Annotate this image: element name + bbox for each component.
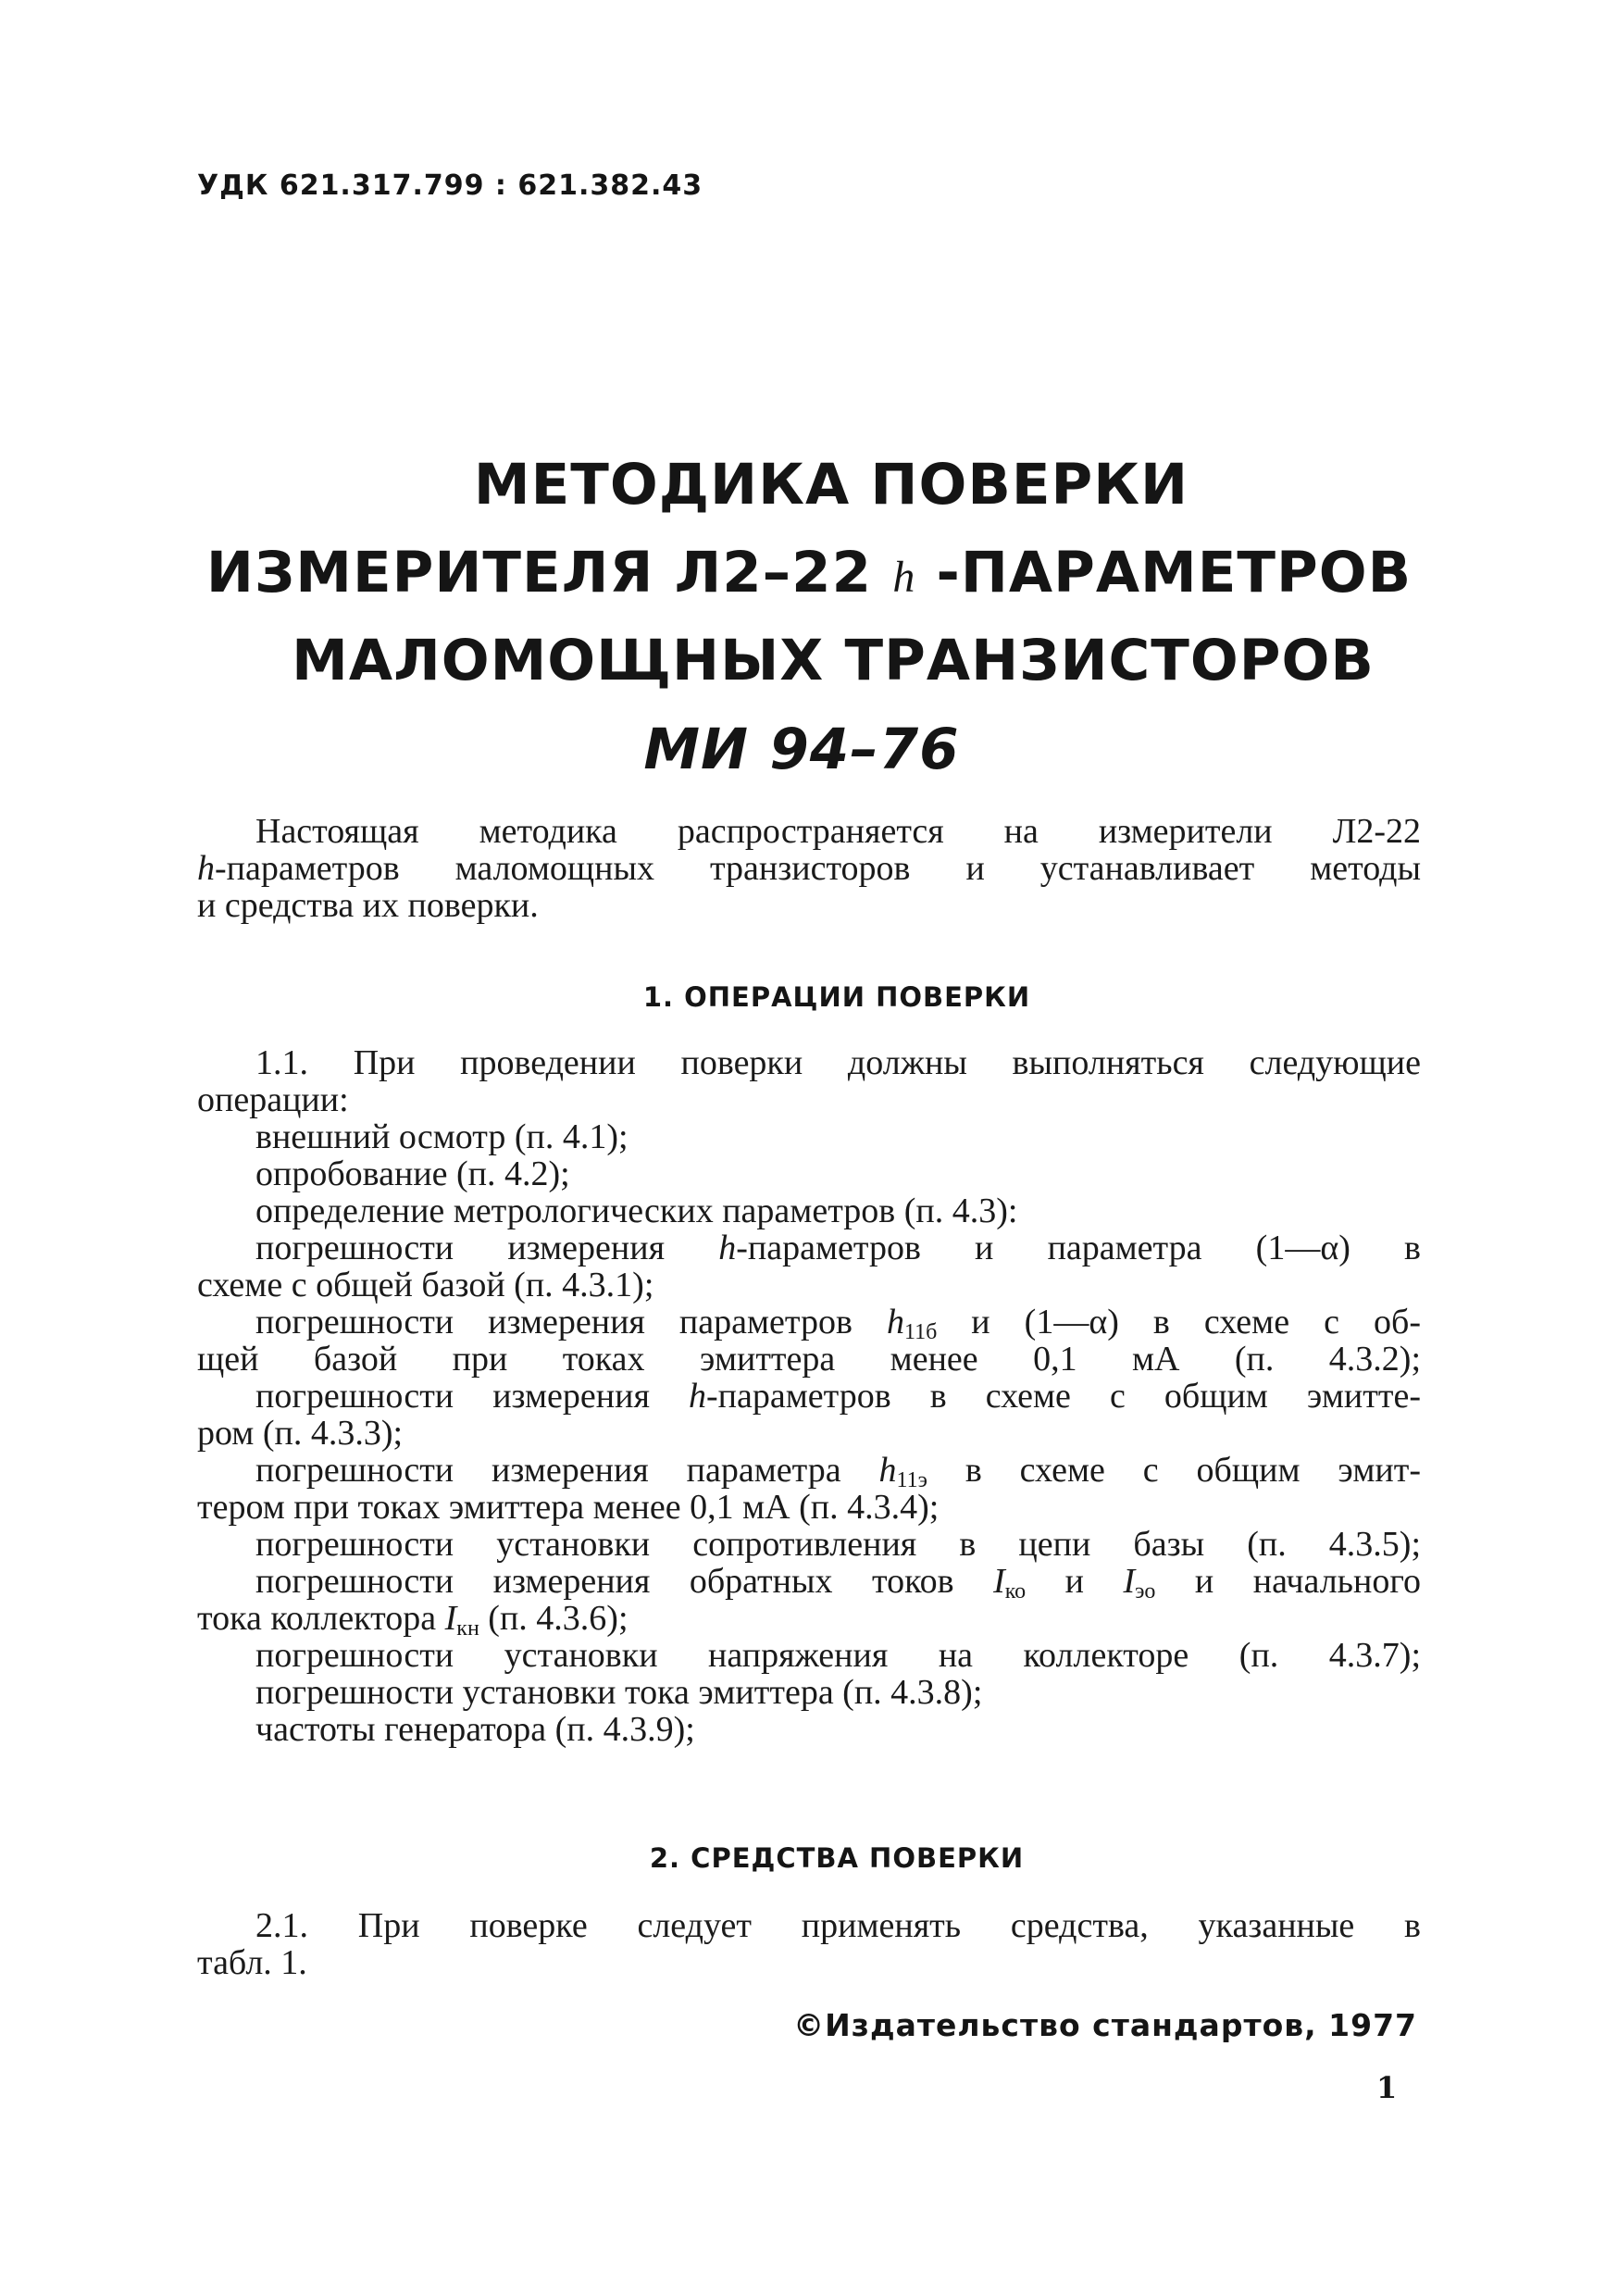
subscript: эо [1135,1579,1156,1603]
s2-line-1: 2.1. При поверке следует применять средства, указанные в [255,1906,1421,1945]
title-line-2 [0,540,1618,605]
ops-text: -параметров и параметра (1—α) в [736,1229,1421,1267]
ops-line: 1.1. При проведении поверки должны выполняться следующие [255,1043,1421,1082]
operations-list [197,1044,1421,1748]
ops-line [197,1378,1421,1415]
h-symbol: h [878,1451,897,1490]
title-line-3: МАЛОМОЩНЫХ ТРАНЗИСТОРОВ [292,628,1375,693]
ops-text: в схеме с общим эмит- [927,1451,1422,1490]
ops-line: внешний осмотр (п. 4.1); [255,1117,629,1156]
ops-line: тером при токах эмиттера менее 0,1 мА (п. 4.3.4); [197,1488,940,1527]
ops-line: операции: [197,1080,349,1119]
ops-line [197,1451,1422,1492]
publisher-copyright: ©Издательство стандартов, 1977 [793,2007,1417,2043]
ops-line: частоты генератора (п. 4.3.9); [255,1710,695,1749]
title-line-2-end: -ПАРАМЕТРОВ [915,540,1413,605]
subscript: кн [456,1616,479,1641]
document-code: МИ 94–76 [643,717,960,782]
current-symbol: I [1123,1562,1136,1601]
ops-text: погрешности измерения [255,1229,719,1267]
ops-text: погрешности измерения обратных токов [255,1562,994,1601]
title-line-1: МЕТОДИКА ПОВЕРКИ [473,452,1189,518]
intro-line-1: Настоящая методика распространяется на измерители Л2-22 [255,812,1421,851]
ops-text: погрешности измерения параметров [255,1303,887,1341]
ops-text: (п. 4.3.6); [479,1599,629,1638]
subscript: 11б [903,1320,938,1344]
h-symbol: h [886,1303,904,1341]
s2-line-2: табл. 1. [197,1943,307,1982]
section-1-heading: 1. ОПЕРАЦИИ ПОВЕРКИ [642,981,1031,1013]
current-symbol: I [993,1562,1005,1601]
intro-line-2-text: -параметров маломощных транзисторов и устанавливает методы [215,849,1421,888]
h-symbol: h [689,1377,706,1416]
intro-paragraph [197,813,1421,924]
title-h-symbol: h [892,553,916,602]
ops-line: схеме с общей базой (п. 4.3.1); [197,1266,654,1304]
current-symbol: I [444,1599,457,1638]
ops-line: опробование (п. 4.2); [255,1154,570,1193]
ops-text: погрешности измерения [255,1377,689,1416]
subscript: 11э [896,1468,927,1492]
page-number: 1 [1376,2070,1398,2105]
udk-code: УДК 621.317.799 : 621.382.43 [197,169,703,202]
ops-text: -параметров в схеме с общим эмитте- [706,1377,1421,1416]
intro-line-2 [197,850,1421,887]
ops-line: погрешности установки сопротивления в цепи базы (п. 4.3.5); [255,1525,1421,1564]
ops-line: погрешности установки тока эмиттера (п. 4.3.8); [255,1673,983,1712]
ops-line [197,1599,1421,1641]
ops-line [197,1229,1421,1267]
ops-line: погрешности установки напряжения на коллекторе (п. 4.3.7); [255,1636,1421,1675]
ops-text: и (1—α) в схеме с об- [937,1303,1421,1341]
ops-text: и начального [1155,1562,1421,1601]
ops-text: и [1026,1562,1124,1601]
title-line-2-start: ИЗМЕРИТЕЛЯ Л2–22 [205,540,893,605]
ops-line [197,1303,1421,1344]
ops-line [197,1562,1421,1603]
ops-text: погрешности измерения параметра [255,1451,879,1490]
ops-line: ром (п. 4.3.3); [197,1414,404,1453]
subscript: ко [1004,1579,1027,1603]
intro-line-3: и средства их поверки. [197,886,539,925]
ops-line: определение метрологических параметров (п. 4.3): [255,1192,1018,1230]
ops-line: щей базой при токах эмиттера менее 0,1 мА (п. 4.3.2); [197,1340,1421,1379]
ops-text: тока коллектора [197,1599,445,1638]
section-2-heading: 2. СРЕДСТВА ПОВЕРКИ [649,1842,1025,1874]
section-2-paragraph [197,1907,1421,1981]
intro-h-symbol: h [197,849,215,888]
h-symbol: h [718,1229,737,1267]
